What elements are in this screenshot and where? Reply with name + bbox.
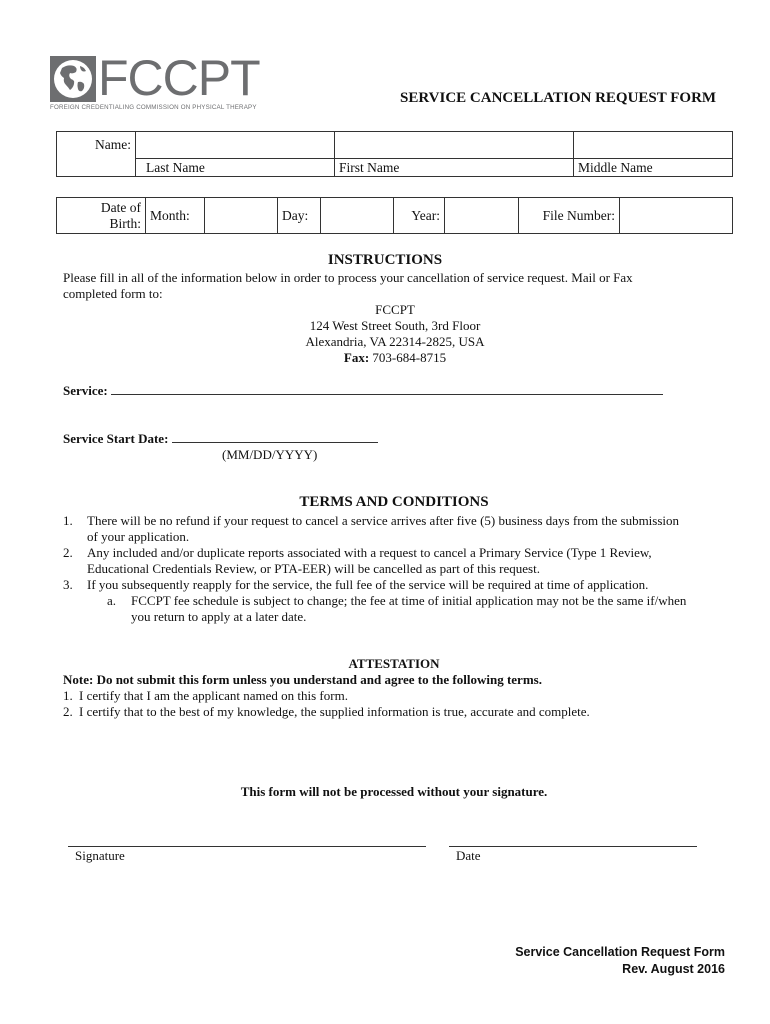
footer-revision: Rev. August 2016: [622, 962, 725, 976]
year-label: Year:: [394, 198, 445, 234]
attestation-block: [63, 672, 743, 720]
service-start-date-input[interactable]: [172, 430, 378, 443]
address-org: FCCPT: [375, 302, 415, 317]
terms-item-3: 3. If you subsequently reapply for the service, the full fee of the service will be required at time of application.: [63, 577, 649, 592]
name-table: [56, 131, 733, 177]
service-input[interactable]: [111, 382, 663, 395]
name-label: Name:: [57, 132, 136, 159]
date-label: Date: [456, 848, 481, 863]
instructions-line2: completed form to:: [63, 286, 163, 301]
attestation-note: Note: Do not submit this form unless you understand and agree to the following terms.: [63, 672, 542, 687]
day-input[interactable]: [321, 198, 394, 234]
last-name-input[interactable]: [136, 132, 335, 159]
mailing-address: [0, 302, 770, 366]
dob-label: [57, 198, 146, 234]
logo-wordmark: FCCPT: [98, 50, 260, 106]
footer-form-name: Service Cancellation Request Form: [515, 945, 725, 959]
dob-label-line2: Birth:: [109, 215, 141, 231]
address-line1: 124 West Street South, 3rd Floor: [309, 318, 481, 333]
month-input[interactable]: [205, 198, 278, 234]
middle-name-label: Middle Name: [574, 159, 733, 177]
last-name-label: Last Name: [136, 159, 335, 177]
dob-label-line1: Date of: [100, 199, 141, 215]
service-start-date-field: [63, 430, 378, 447]
dob-table: [56, 197, 733, 234]
terms-list: [63, 513, 743, 625]
logo-tagline: FOREIGN CREDENTIALING COMMISSION ON PHYSICAL THERAPY: [50, 104, 257, 111]
form-title: SERVICE CANCELLATION REQUEST FORM: [400, 90, 717, 106]
signature-input[interactable]: [68, 846, 426, 847]
signature-notice: This form will not be processed without your signature.: [240, 784, 548, 799]
file-number-label: File Number:: [519, 198, 620, 234]
service-start-date-label: Service Start Date:: [63, 431, 169, 446]
globe-icon: [50, 56, 96, 102]
terms-item-1: 1. There will be no refund if your request to cancel a service arrives after five (5) business days from the submission of your application.: [63, 513, 680, 544]
instructions-line1: Please fill in all of the information below in order to process your cancellation of service request. Mail or Fax: [63, 270, 633, 285]
service-label: Service:: [63, 383, 108, 398]
attestation-item-1: 1. I certify that I am the applicant named on this form.: [63, 688, 348, 703]
terms-item-2: 2. Any included and/or duplicate reports associated with a request to cancel a Primary Service (Type 1 Review, Educational Credentials Review, or PTA-EER) will be cancelled as part of this request.: [63, 545, 652, 576]
first-name-label: First Name: [335, 159, 574, 177]
attestation-heading: ATTESTATION: [348, 656, 440, 671]
fccpt-logo: [50, 50, 260, 116]
fax-number: 703-684-8715: [372, 350, 447, 365]
terms-item-3a: a. FCCPT fee schedule is subject to change; the fee at time of initial application may not be the same if/when you return to apply at a later date.: [107, 593, 687, 624]
middle-name-input[interactable]: [574, 132, 733, 159]
instructions-text: [63, 270, 743, 302]
signature-label: Signature: [75, 848, 125, 863]
year-input[interactable]: [445, 198, 519, 234]
terms-heading: TERMS AND CONDITIONS: [299, 494, 489, 510]
file-number-input[interactable]: [620, 198, 733, 234]
month-label: Month:: [146, 198, 205, 234]
service-field: [63, 382, 663, 399]
fax-line: [0, 350, 770, 366]
footer: [515, 944, 725, 978]
day-label: Day:: [278, 198, 321, 234]
date-input[interactable]: [449, 846, 697, 847]
fax-label: Fax:: [343, 350, 370, 365]
first-name-input[interactable]: [335, 132, 574, 159]
date-format-hint: (MM/DD/YYYY): [222, 447, 318, 462]
attestation-item-2: 2. I certify that to the best of my knowledge, the supplied information is true, accurate and complete.: [63, 704, 590, 719]
instructions-heading: INSTRUCTIONS: [327, 252, 443, 268]
address-line2: Alexandria, VA 22314-2825, USA: [305, 334, 485, 349]
